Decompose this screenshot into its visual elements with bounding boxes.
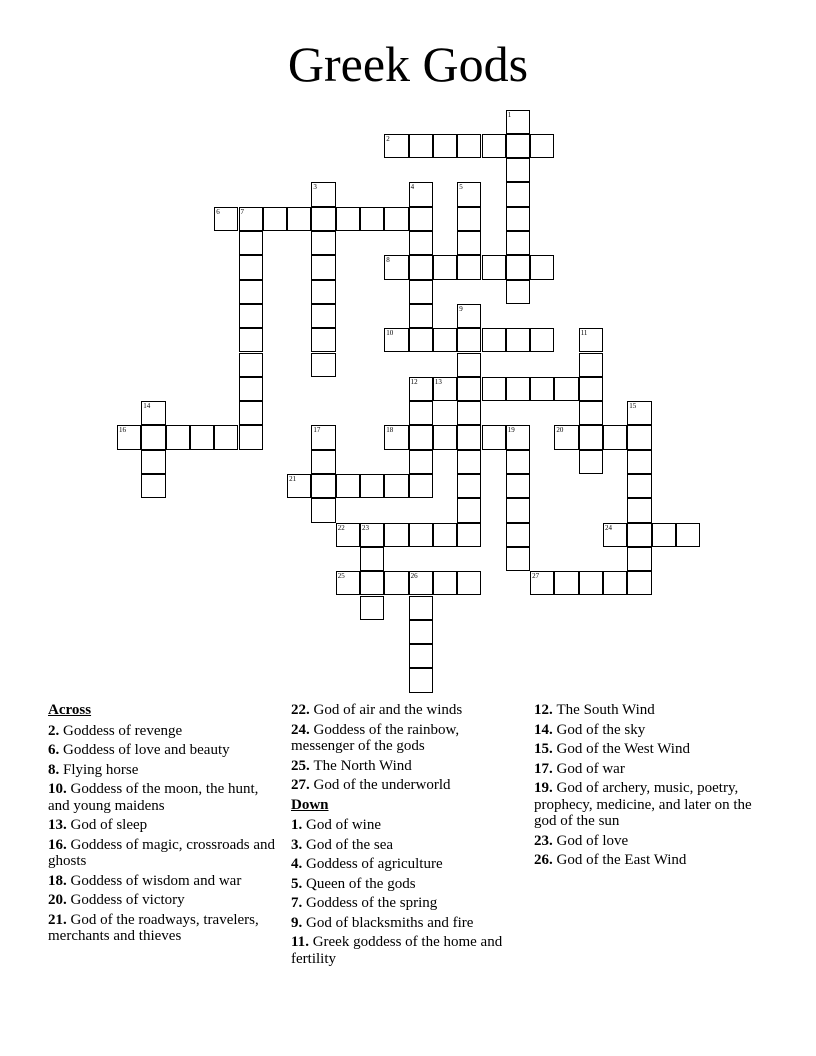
grid-cell[interactable] — [457, 182, 481, 206]
clue-number: 4 — [410, 183, 415, 192]
grid-cell[interactable] — [409, 571, 433, 595]
grid-cell[interactable] — [603, 523, 627, 547]
grid-cell[interactable] — [506, 255, 530, 279]
grid-cell[interactable] — [409, 377, 433, 401]
grid-cell[interactable] — [409, 134, 433, 158]
clue-number: 26 — [410, 572, 418, 581]
clue-num: 22 — [291, 702, 306, 718]
clue-number: 15 — [629, 402, 637, 411]
clue-item: 6. Goddess of love and beauty — [48, 742, 230, 758]
grid-cell[interactable] — [360, 547, 384, 571]
grid-cell[interactable] — [311, 280, 335, 304]
clue-number: 19 — [507, 426, 515, 435]
grid-cell[interactable] — [409, 620, 433, 644]
clue-num: 25 — [291, 757, 306, 774]
grid-cell[interactable] — [384, 255, 408, 279]
grid-cell[interactable] — [530, 571, 554, 595]
grid-cell[interactable] — [384, 425, 408, 449]
clue-num: 20 — [48, 892, 63, 908]
clue-number: 10 — [386, 329, 394, 338]
grid-cell[interactable] — [239, 207, 263, 231]
clue-num: 11 — [291, 934, 306, 950]
grid-cell[interactable] — [311, 353, 335, 377]
grid-cell[interactable] — [239, 231, 263, 255]
grid-cell[interactable] — [360, 596, 384, 620]
clue-text: Goddess of the rainbow, messenger of the gods — [291, 721, 460, 754]
grid-cell[interactable] — [141, 450, 165, 474]
grid-cell[interactable] — [506, 523, 530, 547]
grid-cell[interactable] — [360, 474, 384, 498]
clue-item: 27. God of the underworld — [291, 777, 451, 793]
grid-cell[interactable] — [530, 377, 554, 401]
clue-num: 12 — [534, 702, 549, 718]
clue-text: Goddess of the moon, the hunt, and young maidens — [48, 781, 259, 814]
clue-item: 9. God of blacksmiths and fire — [291, 914, 474, 931]
grid-cell[interactable] — [506, 207, 530, 231]
grid-cell[interactable] — [384, 207, 408, 231]
clue-item: 13. God of sleep — [48, 817, 148, 833]
clue-num: 4 — [291, 856, 299, 872]
grid-cell[interactable] — [627, 401, 651, 425]
clue-item: 20. Goddess of victory — [48, 892, 185, 908]
clue-text: The North Wind — [313, 757, 412, 774]
grid-cell[interactable] — [457, 425, 481, 449]
clue-text: Goddess of love and beauty — [63, 742, 230, 758]
grid-cell[interactable] — [409, 207, 433, 231]
clue-num: 8 — [48, 761, 56, 778]
grid-cell[interactable] — [409, 280, 433, 304]
grid-cell[interactable] — [311, 498, 335, 522]
clue-text: God of the sea — [306, 836, 394, 853]
clue-number: 24 — [605, 523, 612, 532]
clue-text: God of the East Wind — [556, 852, 687, 868]
grid-cell[interactable] — [506, 231, 530, 255]
clue-text: God of wine — [306, 817, 381, 833]
grid-cell[interactable] — [166, 425, 190, 449]
grid-cell[interactable] — [530, 255, 554, 279]
grid-cell[interactable] — [627, 498, 651, 522]
grid-cell[interactable] — [433, 425, 457, 449]
grid-cell[interactable] — [360, 523, 384, 547]
clue-number: 21 — [289, 475, 297, 483]
grid-cell[interactable] — [627, 547, 651, 571]
clue-num: 17 — [534, 760, 549, 777]
clue-number: 5 — [459, 183, 463, 192]
grid-cell[interactable] — [311, 255, 335, 279]
clue-number: 2 — [386, 134, 390, 143]
down-header: Down — [291, 796, 329, 813]
clue-text: Goddess of victory — [70, 892, 185, 908]
grid-cell[interactable] — [506, 134, 530, 158]
clue-number: 7 — [240, 207, 244, 216]
grid-cell[interactable] — [433, 134, 457, 158]
grid-cell[interactable] — [311, 304, 335, 328]
grid-cell[interactable] — [457, 498, 481, 522]
grid-cell[interactable] — [336, 523, 360, 547]
grid-cell[interactable] — [627, 450, 651, 474]
grid-cell[interactable] — [482, 377, 506, 401]
grid-cell[interactable] — [506, 280, 530, 304]
grid-cell[interactable] — [627, 425, 651, 449]
clue-text: Greek goddess of the home and fertility — [291, 934, 503, 967]
clue-num: 6 — [48, 742, 56, 758]
clue-number: 18 — [386, 426, 394, 435]
grid-cell[interactable] — [409, 450, 433, 474]
grid-cell[interactable] — [506, 182, 530, 206]
grid-cell[interactable] — [506, 450, 530, 474]
clue-num: 15 — [534, 741, 549, 757]
grid-cell[interactable] — [239, 255, 263, 279]
grid-cell[interactable] — [287, 207, 311, 231]
clue-number: 20 — [556, 426, 564, 435]
grid-cell[interactable] — [482, 134, 506, 158]
grid-cell[interactable] — [433, 255, 457, 279]
clue-num: 26 — [534, 852, 549, 868]
grid-cell[interactable] — [409, 231, 433, 255]
clue-number: 16 — [119, 426, 126, 435]
clue-item: 8. Flying horse — [48, 761, 139, 778]
grid-cell[interactable] — [457, 134, 481, 158]
clue-num: 10 — [48, 781, 63, 797]
clue-num: 9 — [291, 914, 299, 931]
clue-item: 17. God of war — [534, 760, 625, 777]
grid-cell[interactable] — [409, 644, 433, 668]
grid-cell[interactable] — [239, 304, 263, 328]
clues-column-1 — [48, 702, 276, 948]
clue-num: 18 — [48, 872, 63, 889]
grid-cell[interactable] — [457, 523, 481, 547]
clue-text: God of the West Wind — [556, 741, 690, 757]
clue-text: God of sleep — [70, 817, 148, 833]
grid-cell[interactable] — [482, 425, 506, 449]
clue-num: 23 — [534, 832, 549, 849]
clue-item: 21. God of the roadways, travelers, merchants and thieves — [48, 911, 259, 944]
clue-item: 4. Goddess of agriculture — [291, 856, 443, 872]
grid-cell[interactable] — [239, 280, 263, 304]
clue-item: 12. The South Wind — [534, 702, 655, 718]
grid-cell[interactable] — [579, 353, 603, 377]
grid-cell[interactable] — [263, 207, 287, 231]
clue-item: 5. Queen of the gods — [291, 875, 416, 892]
clue-text: God of air and the winds — [313, 702, 463, 718]
grid-cell[interactable] — [409, 401, 433, 425]
clue-number: 3 — [313, 183, 317, 192]
clue-item: 11. Greek goddess of the home and fertility — [291, 934, 503, 967]
clue-number: 9 — [459, 304, 463, 313]
grid-cell[interactable] — [239, 425, 263, 449]
grid-cell[interactable] — [141, 425, 165, 449]
grid-cell[interactable] — [433, 328, 457, 352]
grid-cell[interactable] — [627, 523, 651, 547]
clue-number: 13 — [434, 377, 442, 386]
grid-cell[interactable] — [214, 425, 238, 449]
grid-cell[interactable] — [409, 425, 433, 449]
clue-number: 17 — [313, 426, 321, 435]
puzzle-title: Greek Gods — [287, 36, 529, 92]
grid-cell[interactable] — [384, 523, 408, 547]
grid-cell[interactable] — [190, 425, 214, 449]
clue-item: 23. God of love — [534, 832, 629, 849]
clue-text: Goddess of revenge — [63, 722, 183, 739]
grid-cell[interactable] — [117, 425, 141, 449]
clue-item: 26. God of the East Wind — [534, 852, 687, 868]
grid-cell[interactable] — [409, 255, 433, 279]
grid-cell[interactable] — [457, 450, 481, 474]
grid-cell[interactable] — [506, 425, 530, 449]
grid-cell[interactable] — [457, 304, 481, 328]
grid-cell[interactable] — [579, 401, 603, 425]
grid-cell[interactable] — [214, 207, 238, 231]
clue-item: 16. Goddess of magic, crossroads and ghosts — [48, 836, 276, 869]
grid-cell[interactable] — [457, 207, 481, 231]
clue-text: God of war — [556, 760, 625, 777]
grid-cell[interactable] — [554, 425, 578, 449]
clue-text: Goddess of the spring — [306, 895, 438, 911]
grid-cell[interactable] — [433, 377, 457, 401]
grid-cell[interactable] — [457, 231, 481, 255]
grid-cell[interactable] — [311, 207, 335, 231]
grid-cell[interactable] — [506, 547, 530, 571]
grid-cell[interactable] — [384, 571, 408, 595]
grid-cell[interactable] — [579, 377, 603, 401]
grid-cell[interactable] — [579, 328, 603, 352]
clue-num: 21 — [48, 911, 63, 928]
grid-cell[interactable] — [554, 377, 578, 401]
grid-cell[interactable] — [409, 304, 433, 328]
clue-number: 27 — [532, 572, 540, 581]
clue-text: God of love — [556, 832, 629, 849]
grid-cell[interactable] — [676, 523, 700, 547]
clue-num: 16 — [48, 836, 63, 853]
grid-cell[interactable] — [409, 668, 433, 692]
grid-cell[interactable] — [311, 450, 335, 474]
grid-cell[interactable] — [652, 523, 676, 547]
clue-number: 14 — [143, 402, 151, 411]
clue-text: Goddess of agriculture — [306, 856, 443, 872]
clue-num: 5 — [291, 875, 299, 892]
grid-cell[interactable] — [506, 377, 530, 401]
clue-num: 14 — [534, 721, 549, 738]
grid-cell[interactable] — [141, 401, 165, 425]
clue-number: 25 — [337, 572, 345, 581]
clue-text: God of the underworld — [313, 777, 451, 793]
clue-item: 2. Goddess of revenge — [48, 722, 183, 739]
grid-cell[interactable] — [579, 425, 603, 449]
grid-cell[interactable] — [457, 353, 481, 377]
grid-cell[interactable] — [239, 328, 263, 352]
grid-cell[interactable] — [409, 474, 433, 498]
grid-cell[interactable] — [482, 255, 506, 279]
clue-item: 7. Goddess of the spring — [291, 895, 438, 911]
grid-cell[interactable] — [239, 401, 263, 425]
grid-cell[interactable] — [336, 207, 360, 231]
grid-cell[interactable] — [627, 571, 651, 595]
grid-cell[interactable] — [239, 377, 263, 401]
grid-cell[interactable] — [482, 328, 506, 352]
grid-cell[interactable] — [457, 401, 481, 425]
clue-text: God of archery, music, poetry, prophecy, medicine, and later on the god of the sun — [534, 780, 752, 829]
grid-cell[interactable] — [360, 571, 384, 595]
grid-cell[interactable] — [457, 255, 481, 279]
clue-text: Flying horse — [63, 761, 139, 778]
grid-cell[interactable] — [506, 110, 530, 134]
grid-cell[interactable] — [311, 425, 335, 449]
grid-cell[interactable] — [554, 571, 578, 595]
grid-cell[interactable] — [579, 450, 603, 474]
clue-number: 1 — [507, 110, 512, 119]
grid-cell[interactable] — [530, 328, 554, 352]
grid-cell[interactable] — [384, 328, 408, 352]
clue-text: The South Wind — [556, 702, 655, 718]
grid-cell[interactable] — [603, 571, 627, 595]
clue-item: 18. Goddess of wisdom and war — [48, 872, 242, 889]
clue-number: 6 — [216, 207, 220, 216]
clue-text: God of blacksmiths and fire — [306, 914, 474, 931]
grid-cell[interactable] — [506, 474, 530, 498]
grid-cell[interactable] — [287, 474, 311, 498]
clue-num: 7 — [291, 895, 299, 911]
grid-cell[interactable] — [457, 377, 481, 401]
grid-cell[interactable] — [336, 474, 360, 498]
clue-number: 22 — [337, 523, 345, 532]
grid-cell[interactable] — [506, 158, 530, 182]
clue-num: 27 — [291, 777, 306, 793]
clue-num: 13 — [48, 817, 63, 833]
grid-cell[interactable] — [433, 523, 457, 547]
clues-column-2 — [291, 702, 513, 970]
clue-num: 1 — [291, 817, 299, 833]
grid-cell[interactable] — [409, 596, 433, 620]
clue-item: 24. Goddess of the rainbow, messenger of the gods — [291, 721, 460, 754]
grid-cell[interactable] — [457, 328, 481, 352]
grid-cell[interactable] — [409, 182, 433, 206]
clue-text: Goddess of wisdom and war — [70, 872, 242, 889]
clue-item: 1. God of wine — [291, 817, 381, 833]
clue-text: God of the roadways, travelers, merchants and thieves — [48, 911, 259, 944]
clue-num: 24 — [291, 721, 306, 738]
clues-column-3 — [534, 702, 769, 872]
grid-cell[interactable] — [311, 474, 335, 498]
clue-item: 14. God of the sky — [534, 721, 646, 738]
clue-item: 19. God of archery, music, poetry, prophecy, medicine, and later on the god of the sun — [534, 780, 752, 829]
grid-cell[interactable] — [506, 498, 530, 522]
grid-cell[interactable] — [457, 474, 481, 498]
clue-num: 2 — [48, 722, 56, 739]
grid-cell[interactable] — [311, 182, 335, 206]
clue-number: 8 — [386, 256, 390, 265]
clue-number: 12 — [410, 377, 418, 386]
clue-text: Queen of the gods — [306, 875, 416, 892]
grid-cell[interactable] — [384, 134, 408, 158]
grid-cell[interactable] — [336, 571, 360, 595]
grid-cell[interactable] — [311, 231, 335, 255]
grid-cell[interactable] — [433, 571, 457, 595]
grid-cell[interactable] — [627, 474, 651, 498]
grid-cell[interactable] — [141, 474, 165, 498]
clue-num: 3 — [291, 836, 299, 853]
clue-text: Goddess of magic, crossroads and ghosts — [48, 836, 276, 869]
grid-cell[interactable] — [579, 571, 603, 595]
clue-item: 10. Goddess of the moon, the hunt, and young maidens — [48, 781, 259, 814]
clue-num: 19 — [534, 780, 549, 796]
grid-cell[interactable] — [409, 523, 433, 547]
grid-cell[interactable] — [360, 207, 384, 231]
grid-cell[interactable] — [457, 571, 481, 595]
grid-cell[interactable] — [239, 353, 263, 377]
clue-number: 11 — [580, 329, 588, 338]
grid-cell[interactable] — [603, 425, 627, 449]
grid-cell[interactable] — [506, 328, 530, 352]
grid-cell[interactable] — [530, 134, 554, 158]
grid-cell[interactable] — [311, 328, 335, 352]
across-header: Across — [48, 702, 92, 718]
clue-item: 15. God of the West Wind — [534, 741, 690, 757]
clue-item: 3. God of the sea — [291, 836, 394, 853]
clue-number: 23 — [362, 523, 369, 532]
clue-text: God of the sky — [556, 721, 646, 738]
clue-item: 25. The North Wind — [291, 757, 412, 774]
clue-item: 22. God of air and the winds — [291, 702, 463, 718]
grid-cell[interactable] — [409, 328, 433, 352]
grid-cell[interactable] — [384, 474, 408, 498]
